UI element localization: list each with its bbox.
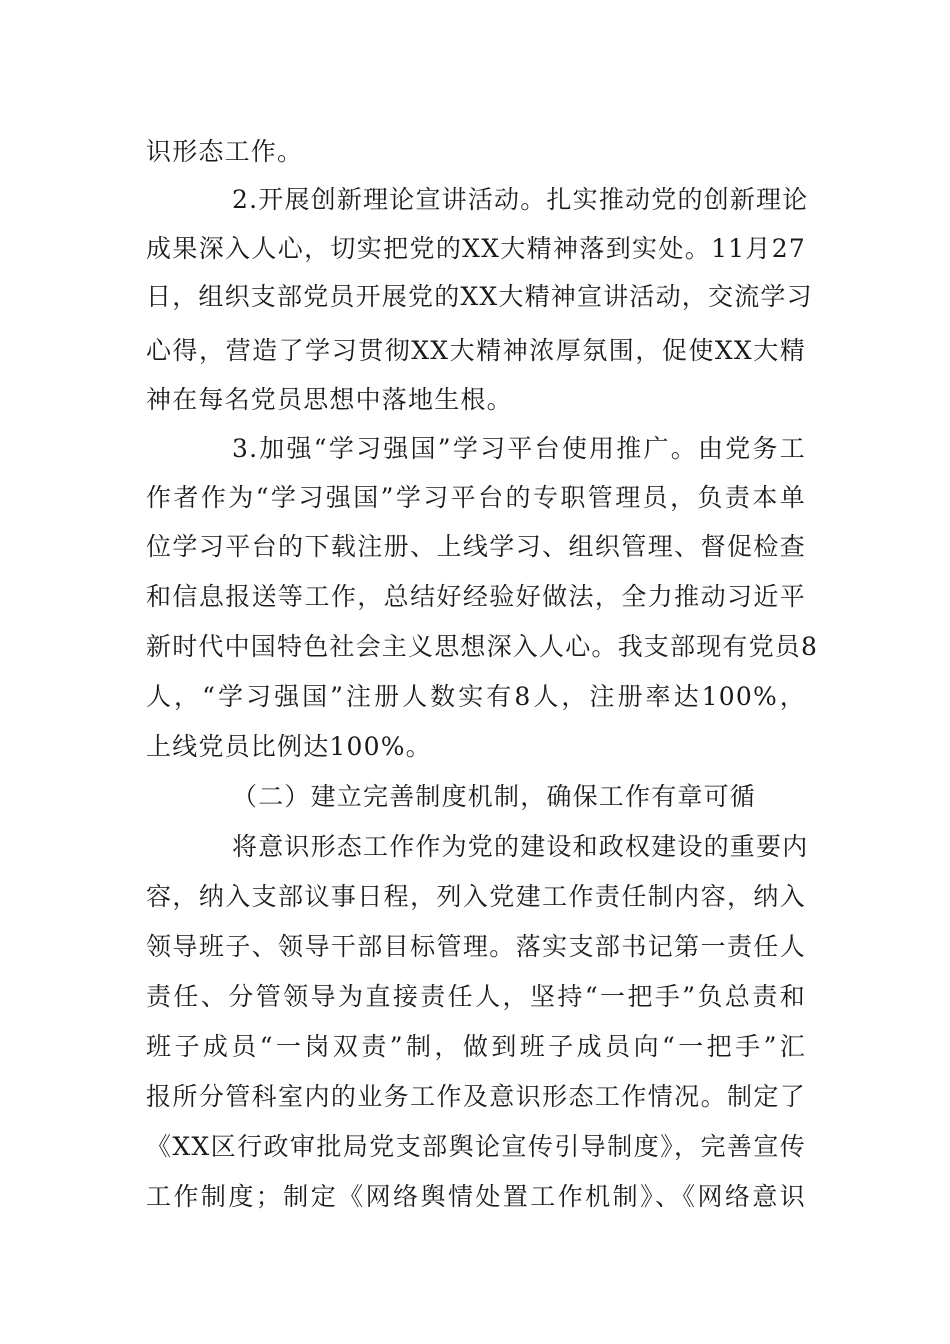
text-line-9: 位学习平台的下载注册、上线学习、组织管理、督促检查 xyxy=(146,532,806,561)
text-line-18: 责任、分管领导为直接责任人，坚持“一把手”负总责和 xyxy=(146,982,806,1011)
text-line-19: 班子成员“一岗双责”制，做到班子成员向“一把手”汇 xyxy=(146,1032,806,1061)
text-line-5: 心得，营造了学习贯彻XX大精神浓厚氛围，促使XX大精 xyxy=(146,336,806,365)
text-line-22: 工作制度；制定《网络舆情处置工作机制》、《网络意识 xyxy=(146,1182,806,1211)
text-line-21: 《XX区行政审批局党支部舆论宣传引导制度》，完善宣传 xyxy=(146,1132,806,1161)
text-line-20: 报所分管科室内的业务工作及意识形态工作情况。制定了 xyxy=(146,1082,806,1111)
paragraph-4-start: 将意识形态工作作为党的建设和政权建设的重要内 xyxy=(232,832,809,861)
text-line-8: 作者作为“学习强国”学习平台的专职管理员，负责本单 xyxy=(146,483,806,512)
text-line-11: 新时代中国特色社会主义思想深入人心。我支部现有党员8 xyxy=(146,632,819,661)
text-line-16: 容，纳入支部议事日程，列入党建工作责任制内容，纳入 xyxy=(146,882,806,911)
paragraph-3-start: 3.加强“学习强国”学习平台使用推广。由党务工 xyxy=(232,434,806,463)
text-line-13: 上线党员比例达100%。 xyxy=(146,732,432,761)
paragraph-2-start: 2.开展创新理论宣讲活动。扎实推动党的创新理论 xyxy=(232,185,809,214)
text-line-3: 成果深入人心，切实把党的XX大精神落到实处。11月27 xyxy=(146,234,806,263)
text-line-6: 神在每名党员思想中落地生根。 xyxy=(146,385,513,414)
text-line-10: 和信息报送等工作，总结好经验好做法，全力推动习近平 xyxy=(146,582,806,611)
text-line-12: 人，“学习强国”注册人数实有8人，注册率达100%， xyxy=(146,682,806,711)
text-line-1: 识形态工作。 xyxy=(146,137,304,166)
text-line-17: 领导班子、领导干部目标管理。落实支部书记第一责任人 xyxy=(146,932,806,961)
section-heading: （二）建立完善制度机制，确保工作有章可循 xyxy=(232,782,757,811)
text-line-4: 日，组织支部党员开展党的XX大精神宣讲活动，交流学习 xyxy=(146,282,813,311)
